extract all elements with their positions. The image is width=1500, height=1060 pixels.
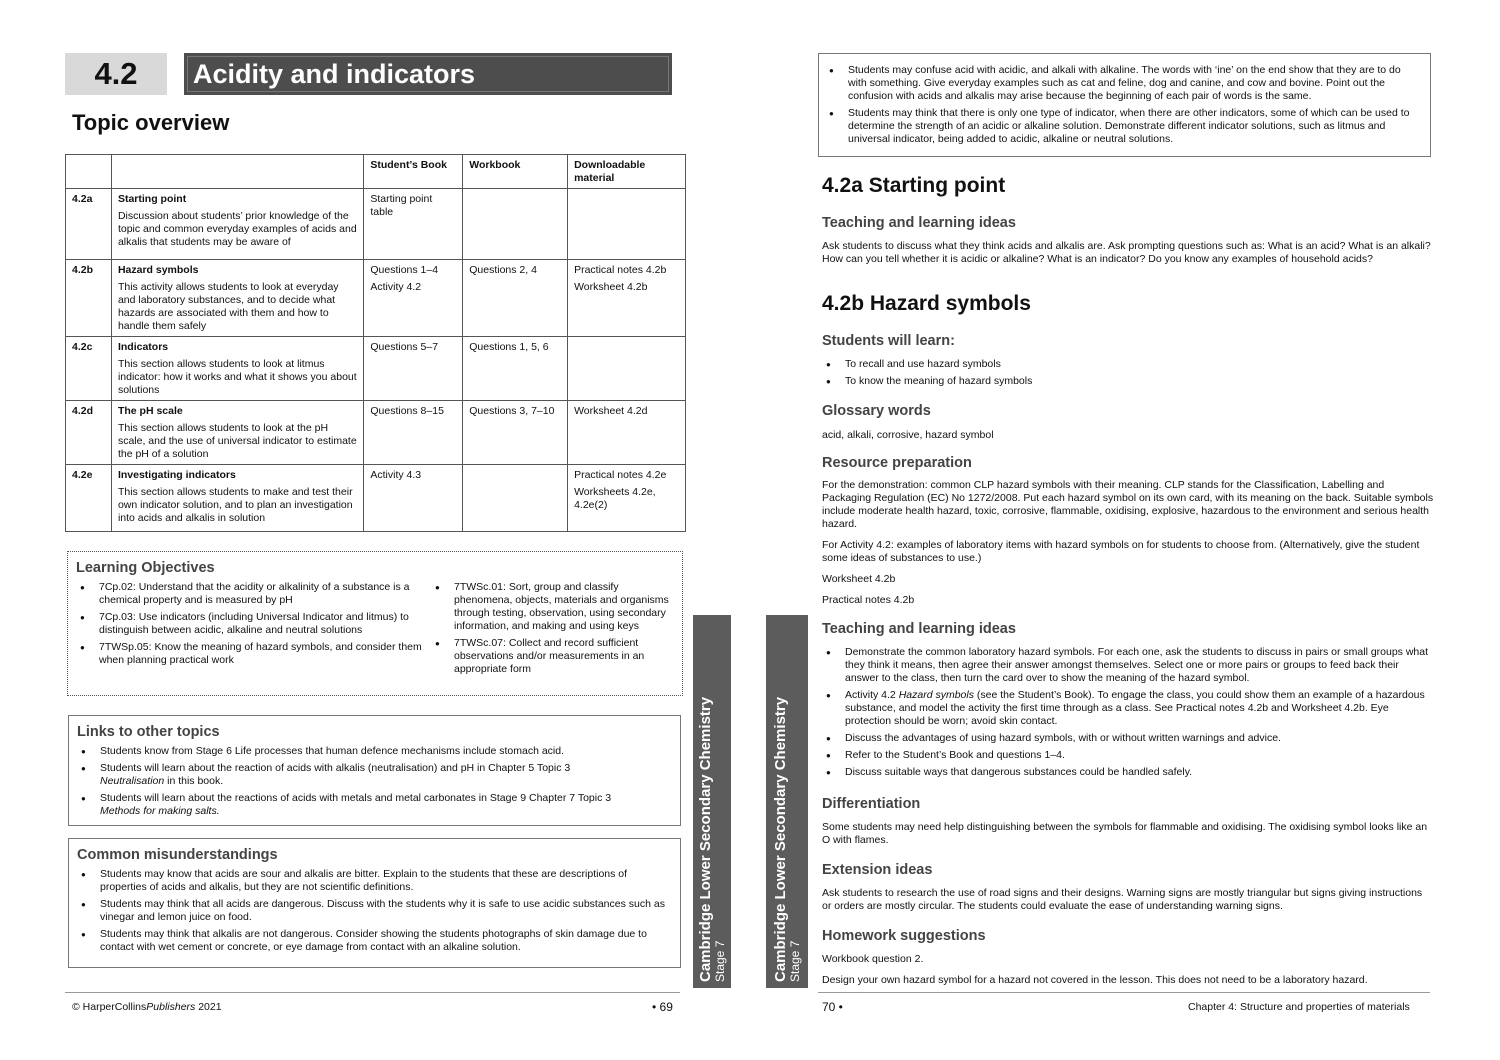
misunderstandings-box [68, 838, 681, 968]
misunderstanding-item: ● Students may know that acids are sour and alkalis are bitter. Explain to the students that these are descriptions of properties of acids and alkalis, but they are not scientific definitions. [77, 868, 674, 894]
book-item: Starting point table [370, 193, 433, 218]
book-item: Activity 4.3 [370, 469, 422, 481]
download-item: Worksheets 4.2e, 4.2e(2) [574, 486, 656, 511]
idea-text: Activity 4.2 [845, 689, 899, 701]
workbook-item: Questions 3, 7–10 [469, 405, 555, 417]
row-topic [111, 465, 363, 532]
table-row [66, 401, 686, 465]
workbook-item: Questions 2, 4 [469, 264, 537, 276]
row-topic [111, 401, 363, 465]
objective-item: ● 7Cp.02: Understand that the acidity or alkalinity of a substance is a chemical property and is measured by pH [76, 581, 423, 607]
row-description: Discussion about students’ prior knowledge of the topic and common everyday examples of acids and alkalis that students may be aware of [117, 210, 357, 248]
footer-rule [65, 992, 680, 993]
row-workbook [463, 260, 568, 337]
objectives-list-1 [76, 581, 431, 680]
link-item [77, 762, 674, 788]
spine-tab-right [766, 615, 808, 988]
table-header: Workbook [463, 155, 568, 189]
copyright-text: © HarperCollins [72, 1001, 147, 1013]
row-title: Hazard symbols [117, 264, 199, 276]
row-code: 4.2b [66, 260, 112, 337]
row-book [364, 465, 463, 532]
row-download [568, 189, 686, 260]
teaching-idea-item: ● Refer to the Student’s Book and questions 1–4. [822, 749, 1434, 762]
chapter-title: Acidity and indicators [184, 53, 672, 95]
objectives-list-2 [431, 581, 671, 680]
footer-rule [818, 992, 1430, 993]
table-header [66, 155, 112, 189]
idea-italic: Hazard symbols [898, 689, 974, 701]
table-row [66, 465, 686, 532]
download-item: Practical notes 4.2e [574, 469, 667, 481]
book-item: Questions 1–4 [370, 264, 439, 276]
page-number: 70 • [822, 1000, 843, 1014]
objective-item: ● 7TWSp.05: Know the meaning of hazard symbols, and consider them when planning practical work [76, 641, 423, 667]
link-text: Students will learn about the reaction of acids with alkalis (neutralisation) and pH in Chapter 5 Topic 3 [100, 762, 571, 774]
subheading-teaching-ideas-2: Teaching and learning ideas [822, 621, 1016, 637]
resource-text-3: Worksheet 4.2b [822, 573, 896, 585]
right-page [750, 0, 1500, 1060]
learn-item: ● To recall and use hazard symbols [822, 358, 1432, 371]
subheading-glossary: Glossary words [822, 403, 931, 419]
row-title: Investigating indicators [117, 469, 236, 481]
row-topic [111, 189, 363, 260]
objective-item: ● 7TWSc.01: Sort, group and classify phenomena, objects, materials and organisms through testing, observation, using secondary information, and making and using keys [431, 581, 671, 633]
table-header: Downloadable material [568, 155, 686, 189]
starting-point-text: Ask students to discuss what they think acids and alkalis are. Ask prompting questions such as: What is an acid? What is an alkali? How can you tell whether it is acidic or alkaline? What is an indicator? Do you know any examples of household acids? [822, 240, 1431, 265]
topic-overview-table [65, 154, 686, 532]
links-heading: Links to other topics [77, 724, 220, 740]
misunderstandings-continued-box [818, 53, 1431, 157]
glossary-text: acid, alkali, corrosive, hazard symbol [822, 429, 994, 441]
link-text-end: in this book. [164, 775, 224, 787]
teaching-ideas-list [822, 646, 1434, 783]
row-description: This section allows students to make and test their own indicator solution, and to plan an investigation into acids and alkalis in solution [117, 486, 353, 524]
spine-stage: Stage 7 [713, 940, 727, 982]
row-download [568, 401, 686, 465]
objective-item: ● 7TWSc.07: Collect and record sufficient observations and/or measurements in an appropriate form [431, 637, 671, 676]
differentiation-text: Some students may need help distinguishing between the symbols for flammable and oxidising. The oxidising symbol looks like an O with flames. [822, 821, 1428, 846]
misunderstandings-list [77, 868, 674, 954]
link-text: Students will learn about the reactions of acids with metals and metal carbonates in Stage 9 Chapter 7 Topic 3 [100, 792, 612, 804]
book-item: Activity 4.2 [370, 281, 422, 293]
subheading-homework: Homework suggestions [822, 928, 986, 944]
row-download [568, 337, 686, 401]
row-description: This activity allows students to look at everyday and laboratory substances, and to decide what hazards are associated with them and how to handle them safely [117, 281, 339, 332]
row-code: 4.2d [66, 401, 112, 465]
row-download [568, 465, 686, 532]
subheading-students-will-learn: Students will learn: [822, 333, 955, 349]
row-title: Indicators [117, 341, 169, 353]
row-topic [111, 337, 363, 401]
row-description: This section allows students to look at the pH scale, and the use of universal indicator to estimate the pH of a solution [117, 422, 357, 460]
subheading-resource: Resource preparation [822, 455, 972, 471]
homework-text-2: Design your own hazard symbol for a hazard not covered in the lesson. This does not need to be a laboratory hazard. [822, 974, 1368, 986]
link-item: ● Students know from Stage 6 Life processes that human defence mechanisms include stomach acid. [77, 745, 674, 758]
teaching-idea-item: ● Discuss the advantages of using hazard symbols, with or without written warnings and advice. [822, 732, 1434, 745]
row-book [364, 189, 463, 260]
extension-text: Ask students to research the use of road signs and their designs. Warning signs are mostly triangular but signs giving instructions or orders are mostly circular. The students could evaluate the ease of understanding warning signs. [822, 887, 1423, 912]
download-item: Practical notes 4.2b [574, 264, 667, 276]
objective-item: ● 7Cp.03: Use indicators (including Universal Indicator and litmus) to distinguish between acidic, alkaline and neutral solutions [76, 611, 423, 637]
links-box [68, 715, 681, 826]
row-workbook [463, 189, 568, 260]
copyright-year: 2021 [195, 1001, 222, 1013]
row-topic [111, 260, 363, 337]
learning-objectives-columns [76, 581, 676, 680]
table-header-row [66, 155, 686, 189]
learn-list [822, 358, 1432, 392]
page-number: • 69 [652, 1000, 673, 1014]
row-book [364, 260, 463, 337]
teaching-idea-item: ● Discuss suitable ways that dangerous substances could be handled safely. [822, 766, 1434, 779]
footer-chapter: Chapter 4: Structure and properties of materials [1188, 1001, 1410, 1013]
row-description: This section allows students to look at litmus indicator: how it works and what it shows you about solutions [117, 358, 357, 396]
misunderstandings-heading: Common misunderstandings [77, 847, 278, 863]
table-row [66, 337, 686, 401]
spine-title: Cambridge Lower Secondary Chemistry [772, 696, 789, 982]
row-code: 4.2a [66, 189, 112, 260]
subheading-extension: Extension ideas [822, 862, 933, 878]
teaching-idea-item: ● Demonstrate the common laboratory hazard symbols. For each one, ask the students to discuss in pairs or small groups what they think it means, then agree their answer amongst themselves. Select one or more pairs or groups to feed back their answer to the class, then turn the card over to show the meaning of the hazard symbol. [822, 646, 1434, 685]
misunderstanding-item: ● Students may think that all acids are dangerous. Discuss with the students why it is safe to use acidic substances such as vinegar and lemon juice on food. [77, 898, 674, 924]
row-workbook [463, 465, 568, 532]
learning-objectives-box [67, 551, 683, 696]
footer-copyright [72, 1001, 222, 1013]
row-title: The pH scale [117, 405, 183, 417]
resource-text-2: For Activity 4.2: examples of laboratory items with hazard symbols on for students to choose from. (Alternatively, give the student some ideas of substances to use.) [822, 539, 1420, 564]
chapter-number: 4.2 [65, 53, 167, 95]
book-item: Questions 8–15 [370, 405, 444, 417]
topic-overview-heading: Topic overview [72, 110, 230, 135]
spine-tab-left [693, 615, 731, 988]
misunderstanding-item: ● Students may confuse acid with acidic, and alkali with alkaline. The words with ‘ine’ on the end show that they are to do with something. Give everyday examples such as cat and feline, dog and canine, and cow and bovine. Point out the confusion with acids and alkalis may arise because the beginning of each pair of words is the same. [825, 64, 1422, 103]
table-row [66, 189, 686, 260]
row-workbook [463, 337, 568, 401]
row-book [364, 337, 463, 401]
link-italic: Methods for making salts. [100, 805, 220, 817]
table-header [111, 155, 363, 189]
misunderstandings-continued-list [825, 64, 1422, 146]
table-header: Student’s Book [364, 155, 463, 189]
subheading-teaching-ideas: Teaching and learning ideas [822, 215, 1016, 231]
learn-item: ● To know the meaning of hazard symbols [822, 375, 1432, 388]
link-italic: Neutralisation [100, 775, 165, 787]
workbook-item: Questions 1, 5, 6 [469, 341, 549, 353]
teaching-idea-item [822, 689, 1434, 728]
row-book [364, 401, 463, 465]
resource-text-4: Practical notes 4.2b [822, 594, 915, 606]
copyright-publisher: Publishers [146, 1001, 196, 1013]
misunderstanding-item: ● Students may think that there is only one type of indicator, when there are other indicators, some of which can be used to determine the strength of an acidic or alkaline solution. Demonstrate different indicator solutions, such as litmus and universal indicator, being added to acidic, alkaline or neutral solutions. [825, 107, 1422, 146]
misunderstanding-item: ● Students may think that alkalis are not dangerous. Consider showing the students photographs of skin damage due to contact with wet cement or concrete, or eye damage from contact with an alkaline solution. [77, 928, 674, 954]
book-item: Questions 5–7 [370, 341, 439, 353]
link-item [77, 792, 674, 818]
section-heading-starting-point: 4.2a Starting point [822, 174, 1006, 197]
row-code: 4.2c [66, 337, 112, 401]
spine-stage: Stage 7 [788, 940, 802, 982]
download-item: Worksheet 4.2d [574, 405, 648, 417]
row-code: 4.2e [66, 465, 112, 532]
spine-text-left [693, 615, 731, 988]
row-title: Starting point [117, 193, 187, 205]
idea-text-end: (see the Student’s Book). To engage the class, you could show them an example of a hazardous substance, and model the activity the first time through as a class. See Practical notes 4.2b and Worksheet 4.2b. Eye protection should be worn; avoid skin contact. [845, 689, 1425, 727]
spine-title: Cambridge Lower Secondary Chemistry [697, 696, 714, 982]
row-workbook [463, 401, 568, 465]
learning-objectives-heading: Learning Objectives [76, 560, 215, 576]
spine-text-right [766, 615, 808, 988]
resource-text-1: For the demonstration: common CLP hazard symbols with their meaning. CLP stands for the Classification, Labelling and Packaging Regulation (EC) No 1272/2008. Put each hazard symbol on its own card, with its meaning on the back. Suitable symbols include moderate health hazard, toxic, corrosive, flammable, oxidising, explosive, hazardous to the environment and serious health hazard. [822, 479, 1434, 530]
download-item: Worksheet 4.2b [574, 281, 648, 293]
links-list [77, 745, 674, 818]
subheading-differentiation: Differentiation [822, 796, 921, 812]
section-heading-hazard-symbols: 4.2b Hazard symbols [822, 292, 1031, 315]
table-row [66, 260, 686, 337]
homework-text-1: Workbook question 2. [822, 953, 924, 965]
row-download [568, 260, 686, 337]
